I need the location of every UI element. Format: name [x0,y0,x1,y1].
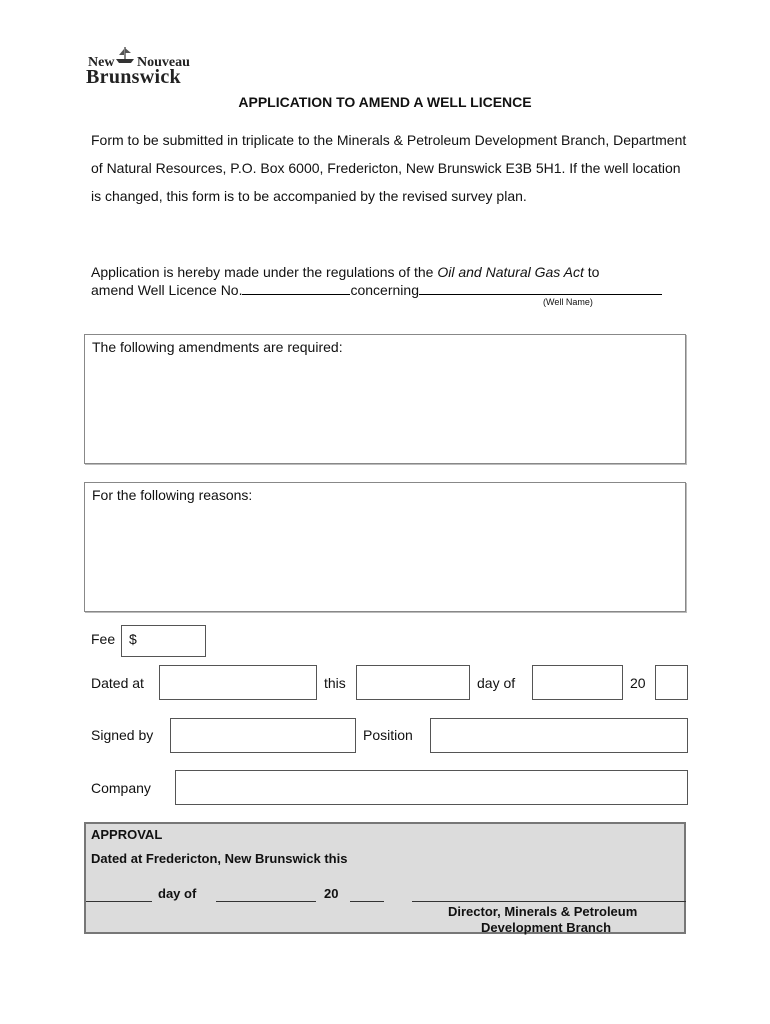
logo-new: New [88,55,115,70]
position-label: Position [363,727,413,743]
signed-by-field[interactable] [170,718,356,753]
approval-heading: APPROVAL [91,827,163,842]
reasons-box[interactable] [84,482,686,612]
signed-by-label: Signed by [91,727,154,743]
application-line-1 [91,264,599,280]
page-title: APPLICATION TO AMEND A WELL LICENCE [238,94,532,110]
fee-currency: $ [129,631,137,647]
act-name: Oil and Natural Gas Act [437,264,584,280]
reasons-label: For the following reasons: [92,487,253,503]
licence-no-label: amend Well Licence No. [91,282,243,298]
approval-day-of: day of [158,886,197,901]
approval-month-line[interactable] [216,901,316,902]
application-line-2 [91,282,662,298]
well-name-caption: (Well Name) [543,297,593,307]
dated-at-label: Dated at [91,675,144,691]
fee-field[interactable] [121,625,206,657]
logo-nouveau: Nouveau [137,55,190,70]
director-signature-line[interactable] [412,901,686,902]
approval-year-prefix: 20 [324,886,339,901]
day-field[interactable] [356,665,470,700]
approval-section [84,822,686,934]
amendments-label: The following amendments are required: [92,339,343,355]
approval-day-line[interactable] [86,901,152,902]
approval-dated-text: Dated at Fredericton, New Brunswick this [91,851,348,866]
company-label: Company [91,780,151,796]
position-field[interactable] [430,718,688,753]
company-field[interactable] [175,770,688,805]
concerning-label: concerning [350,282,419,298]
logo-brunswick: Brunswick [86,66,181,88]
year-prefix-label: 20 [630,675,646,691]
director-title-line2: Development Branch [481,920,612,935]
well-name-field[interactable] [419,282,662,295]
application-suffix: to [583,264,600,280]
month-field[interactable] [532,665,623,700]
year-field[interactable] [655,665,688,700]
approval-year-line[interactable] [350,901,384,902]
director-title-line1: Director, Minerals & Petroleum [448,904,638,919]
licence-no-field[interactable] [242,282,350,295]
intro-paragraph: Form to be submitted in triplicate to the Minerals & Petroleum Development Branch, Department of Natural Resources, P.O. Box 6000, Fredericton, New Brunswick E3B 5H1. If the well location is changed, this form is to be accompanied by the revised survey plan. [91,132,687,204]
dated-at-field[interactable] [159,665,317,700]
amendments-box[interactable] [84,334,686,464]
day-of-label: day of [477,675,516,691]
ship-icon [114,45,136,65]
application-prefix: Application is hereby made under the regulations of the [91,264,438,280]
this-label: this [324,675,346,691]
fee-label: Fee [91,631,116,647]
